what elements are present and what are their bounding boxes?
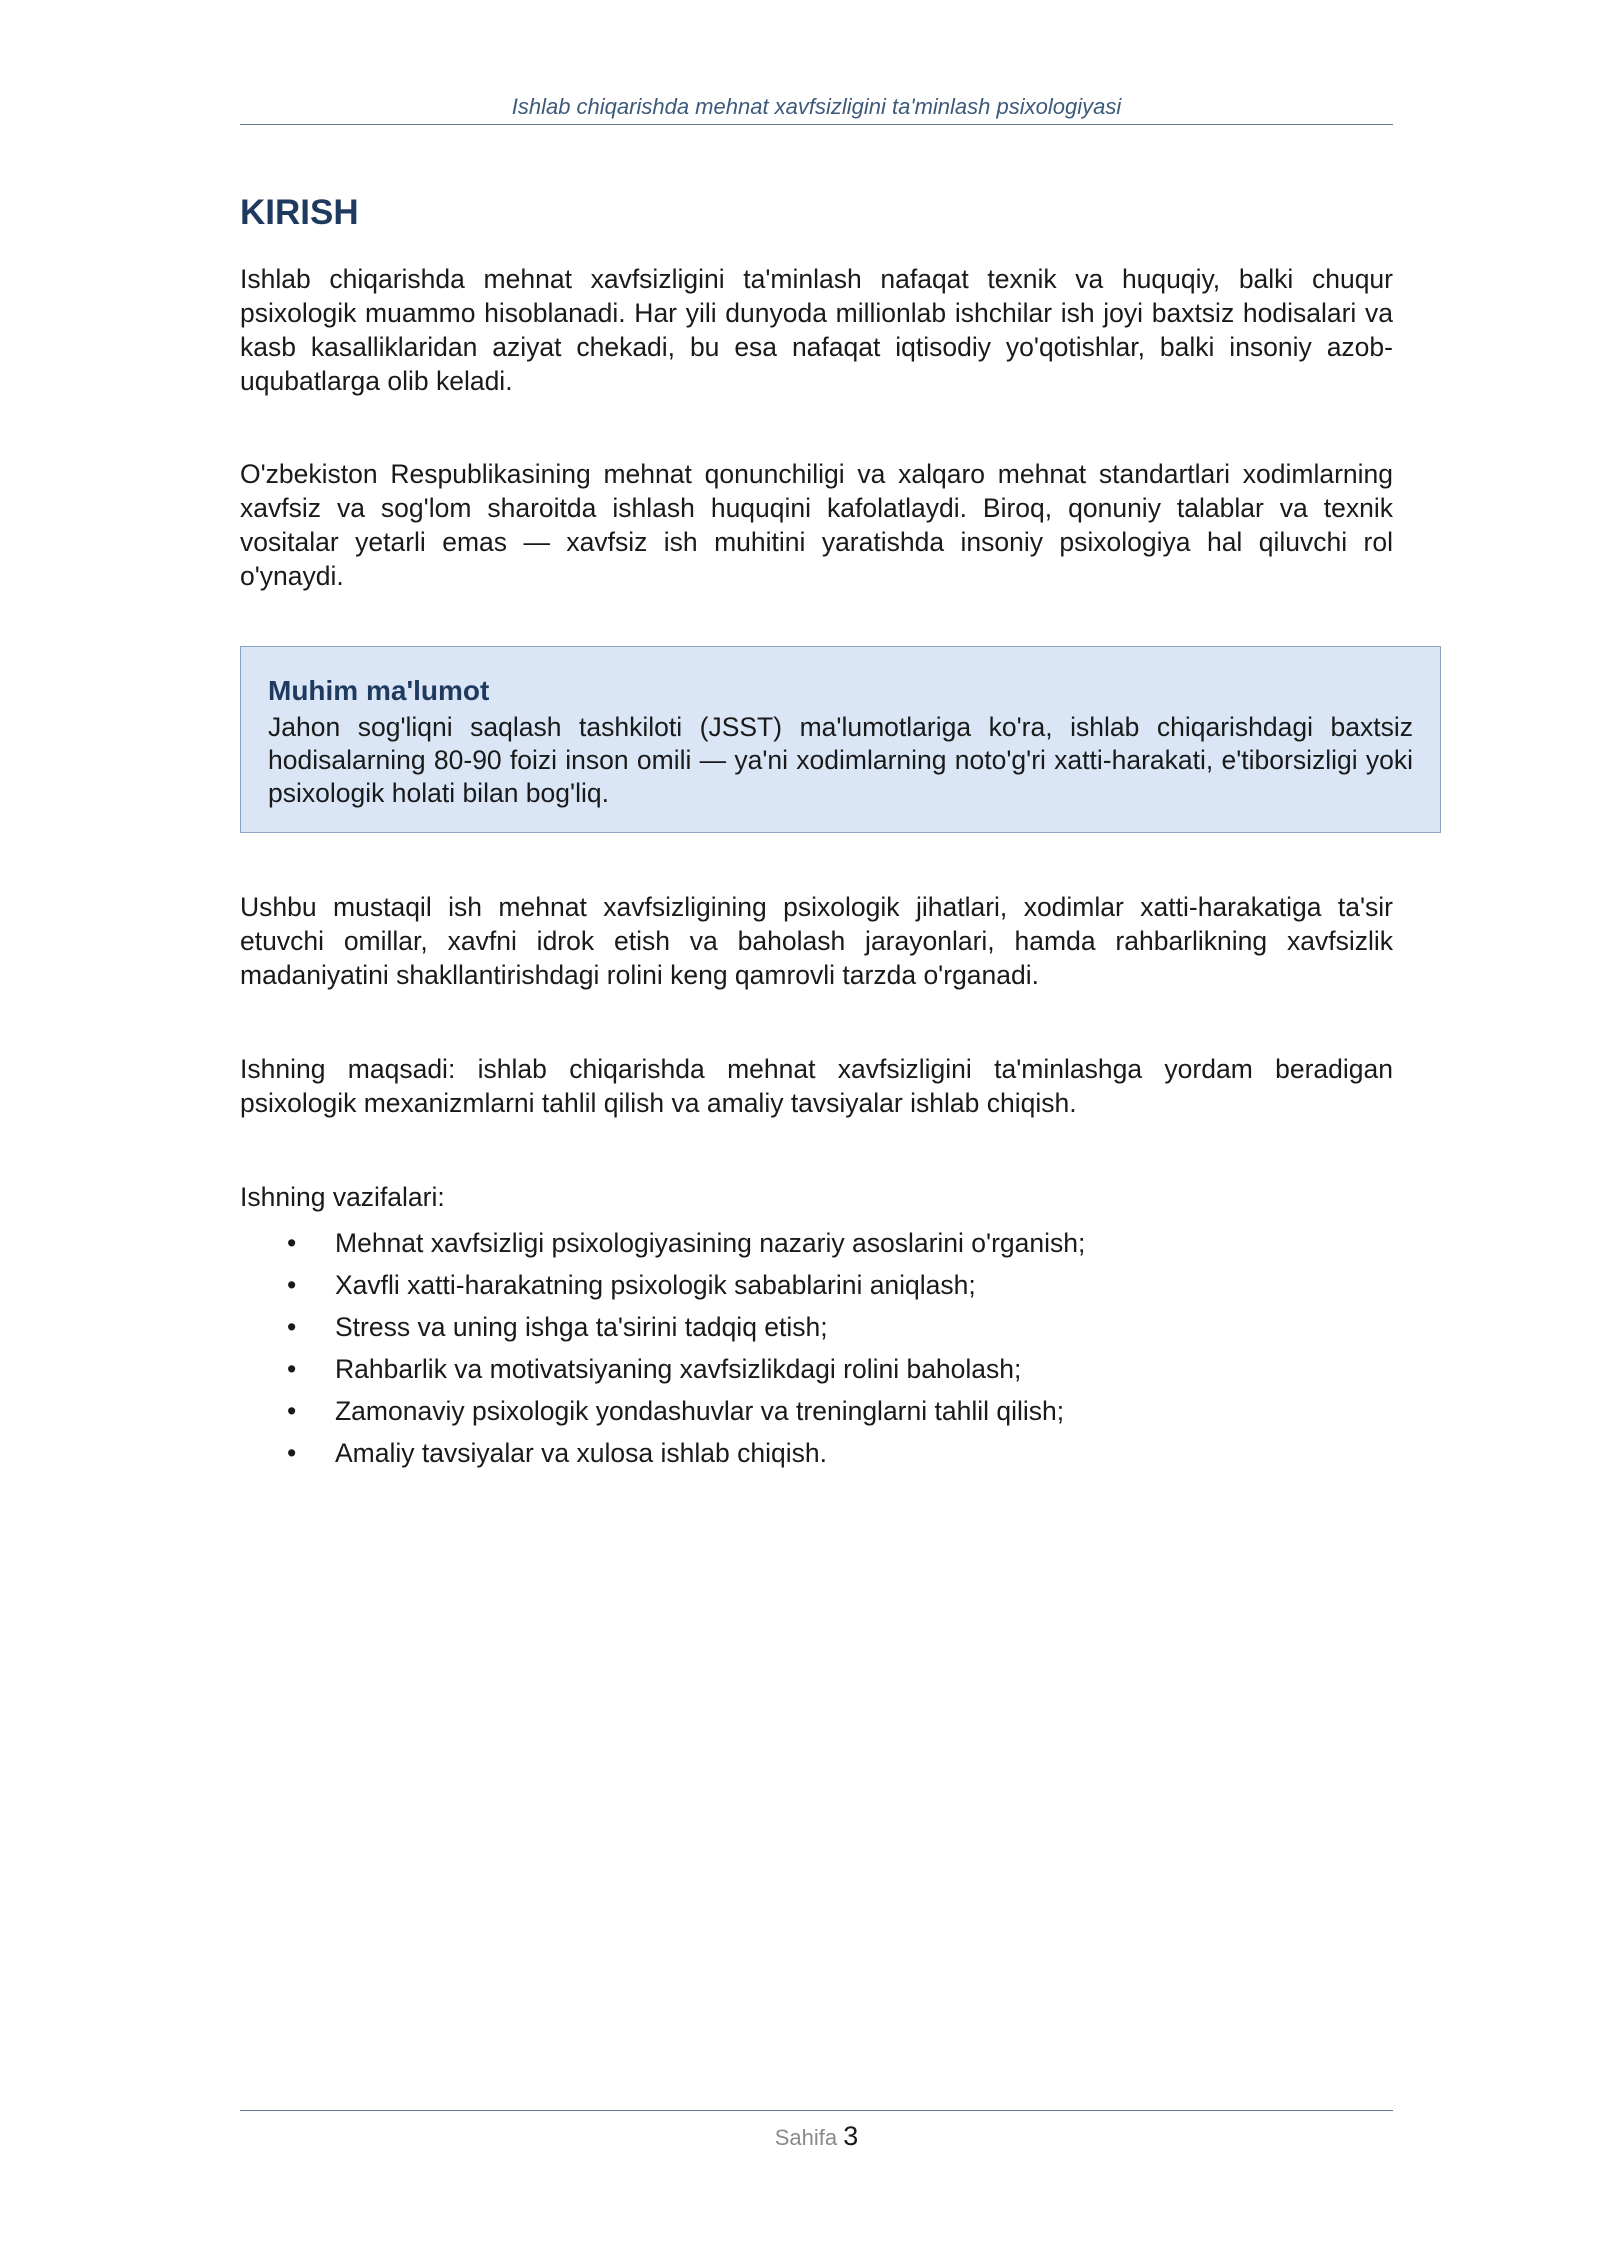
list-item-text: Rahbarlik va motivatsiyaning xavfsizlikdagi rolini baholash; xyxy=(335,1354,1022,1384)
list-item xyxy=(240,1348,1085,1390)
intro-paragraph-3: Ushbu mustaqil ish mehnat xavfsizligining psixologik jihatlari, xodimlar xatti-harakatiga ta'sir etuvchi omillar, xavfni idrok etish va baholash jarayonlari, hamda rahbarlikning xavfsizlik madaniyatini shakllantirishdagi rolini keng qamrovli tarzda o'rganadi. xyxy=(240,892,1393,990)
section-title: KIRISH xyxy=(240,193,359,232)
important-info-title: Muhim ma'lumot xyxy=(268,675,490,706)
list-item xyxy=(240,1390,1085,1432)
list-item xyxy=(240,1432,1085,1474)
list-item xyxy=(240,1222,1085,1264)
tasks-heading: Ishning vazifalari: xyxy=(240,1182,445,1212)
bullet-icon: • xyxy=(287,1270,297,1300)
list-item-text: Zamonaviy psixologik yondashuvlar va treninglarni tahlil qilish; xyxy=(335,1396,1065,1426)
intro-paragraph-2: O'zbekiston Respublikasining mehnat qonunchiligi va xalqaro mehnat standartlari xodimlarning xavfsiz va sog'lom sharoitda ishlash huquqini kafolatlaydi. Biroq, qonuniy talablar va texnik vositalar yetarli emas — xavfsiz ish muhitini yaratishda insoniy psixologiya hal qiluvchi rol o'ynaydi. xyxy=(240,459,1393,591)
tasks-list xyxy=(240,1222,1085,1474)
list-item-text: Stress va uning ishga ta'sirini tadqiq etish; xyxy=(335,1312,828,1342)
running-header: Ishlab chiqarishda mehnat xavfsizligini ta'minlash psixologiyasi xyxy=(511,94,1122,119)
page-label: Sahifa xyxy=(774,2125,838,2150)
important-info-box xyxy=(240,646,1441,833)
header-divider xyxy=(240,124,1393,125)
list-item xyxy=(240,1264,1085,1306)
bullet-icon: • xyxy=(287,1228,297,1258)
bullet-icon: • xyxy=(287,1354,297,1384)
page-number: 3 xyxy=(843,2121,859,2151)
bullet-icon: • xyxy=(287,1396,297,1426)
goal-paragraph: Ishning maqsadi: ishlab chiqarishda mehnat xavfsizligini ta'minlashga yordam beradigan psixologik mexanizmlarni tahlil qilish va amaliy tavsiyalar ishlab chiqish. xyxy=(240,1054,1393,1118)
list-item xyxy=(240,1306,1085,1348)
list-item-text: Amaliy tavsiyalar va xulosa ishlab chiqish. xyxy=(335,1438,827,1468)
intro-paragraph-1: Ishlab chiqarishda mehnat xavfsizligini ta'minlash nafaqat texnik va huquqiy, balki chuqur psixologik muammo hisoblanadi. Har yili dunyoda millionlab ishchilar ish joyi baxtsiz hodisalari va kasb kasalliklaridan aziyat chekadi, bu esa nafaqat iqtisodiy yo'qotishlar, balki insoniy azob-uqubatlarga olib keladi. xyxy=(240,264,1393,396)
bullet-icon: • xyxy=(287,1438,297,1468)
list-item-text: Xavfli xatti-harakatning psixologik sabablarini aniqlash; xyxy=(335,1270,976,1300)
list-item-text: Mehnat xavfsizligi psixologiyasining nazariy asoslarini o'rganish; xyxy=(335,1228,1086,1258)
bullet-icon: • xyxy=(287,1312,297,1342)
important-info-text: Jahon sog'liqni saqlash tashkiloti (JSST) ma'lumotlariga ko'ra, ishlab chiqarishdagi baxtsiz hodisalarning 80-90 foizi inson omili — ya'ni xodimlarning noto'g'ri xatti-harakati, e'tiborsizligi yoki psixologik holati bilan bog'liq. xyxy=(268,712,1413,808)
footer-divider xyxy=(240,2110,1393,2111)
page-footer xyxy=(240,2118,1393,2156)
